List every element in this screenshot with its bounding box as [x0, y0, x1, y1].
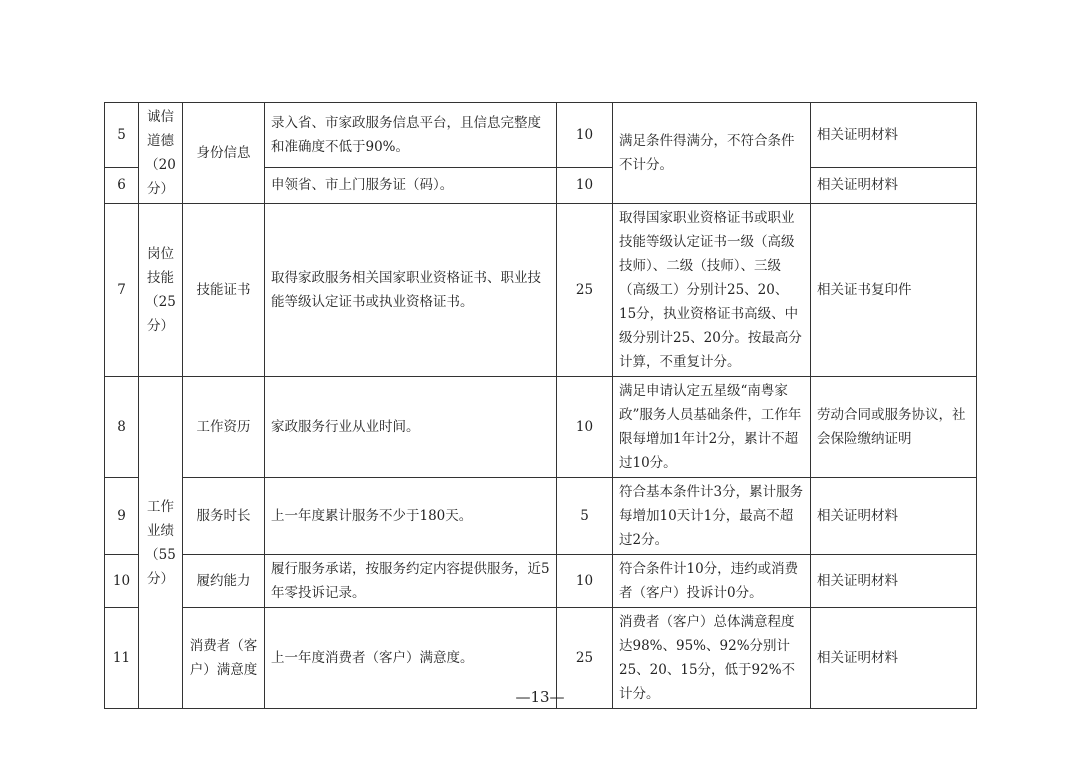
material-cell: 相关证明材料: [811, 555, 977, 608]
row-number: 8: [105, 377, 139, 478]
content-cell: 申领省、市上门服务证（码）。: [265, 167, 557, 203]
table-row: [105, 478, 977, 555]
rule-cell: 满足申请认定五星级“南粤家政”服务人员基础条件，工作年限每增加1年计2分，累计不超过10分。: [613, 377, 811, 478]
row-number: 7: [105, 204, 139, 377]
table-row: [105, 204, 977, 377]
rule-cell: 消费者（客户）总体满意程度达98%、95%、92%分别计25、20、15分，低于92%不计分。: [613, 608, 811, 709]
content-cell: 上一年度消费者（客户）满意度。: [265, 608, 557, 709]
content-cell: 履行服务承诺，按服务约定内容提供服务，近5年零投诉记录。: [265, 555, 557, 608]
row-number: 5: [105, 103, 139, 168]
material-cell: 相关证明材料: [811, 167, 977, 203]
content-cell: 录入省、市家政服务信息平台，且信息完整度和准确度不低于90%。: [265, 103, 557, 168]
item-name: 技能证书: [183, 204, 265, 377]
material-cell: 相关证书复印件: [811, 204, 977, 377]
item-name: 履约能力: [183, 555, 265, 608]
score-cell: 10: [557, 555, 613, 608]
rule-cell: 符合基本条件计3分，累计服务每增加10天计1分，最高不超过2分。: [613, 478, 811, 555]
dimension-integrity: 诚信 道德 （20 分）: [139, 103, 183, 204]
table-row: [105, 555, 977, 608]
material-cell: 劳动合同或服务协议，社会保险缴纳证明: [811, 377, 977, 478]
material-cell: 相关证明材料: [811, 478, 977, 555]
score-cell: 5: [557, 478, 613, 555]
score-cell: 10: [557, 103, 613, 168]
content-cell: 家政服务行业从业时间。: [265, 377, 557, 478]
item-name: 服务时长: [183, 478, 265, 555]
row-number: 11: [105, 608, 139, 709]
score-cell: 25: [557, 204, 613, 377]
content-cell: 上一年度累计服务不少于180天。: [265, 478, 557, 555]
score-table: [104, 102, 977, 709]
rule-cell: 取得国家职业资格证书或职业技能等级认定证书一级（高级技师）、二级（技师）、三级（高级工）分别计25、20、15分，执业资格证书高级、中级分别计25、20分。按最高分计算，不重复计分。: [613, 204, 811, 377]
item-name: 身份信息: [183, 103, 265, 204]
table-row: [105, 103, 977, 168]
score-cell: 10: [557, 167, 613, 203]
rule-cell: 符合条件计10分，违约或消费者（客户）投诉计0分。: [613, 555, 811, 608]
score-cell: 25: [557, 608, 613, 709]
dimension-skill: 岗位 技能 （25 分）: [139, 204, 183, 377]
row-number: 10: [105, 555, 139, 608]
rule-cell: 满足条件得满分，不符合条件不计分。: [613, 103, 811, 204]
score-cell: 10: [557, 377, 613, 478]
content-cell: 取得家政服务相关国家职业资格证书、职业技能等级认定证书或执业资格证书。: [265, 204, 557, 377]
material-cell: 相关证明材料: [811, 103, 977, 168]
row-number: 6: [105, 167, 139, 203]
item-name: 消费者（客户）满意度: [183, 608, 265, 709]
material-cell: 相关证明材料: [811, 608, 977, 709]
item-name: 工作资历: [183, 377, 265, 478]
page-number: —13—: [515, 688, 565, 706]
dimension-performance: 工作 业绩 （55 分）: [139, 377, 183, 709]
table-row: [105, 377, 977, 478]
row-number: 9: [105, 478, 139, 555]
